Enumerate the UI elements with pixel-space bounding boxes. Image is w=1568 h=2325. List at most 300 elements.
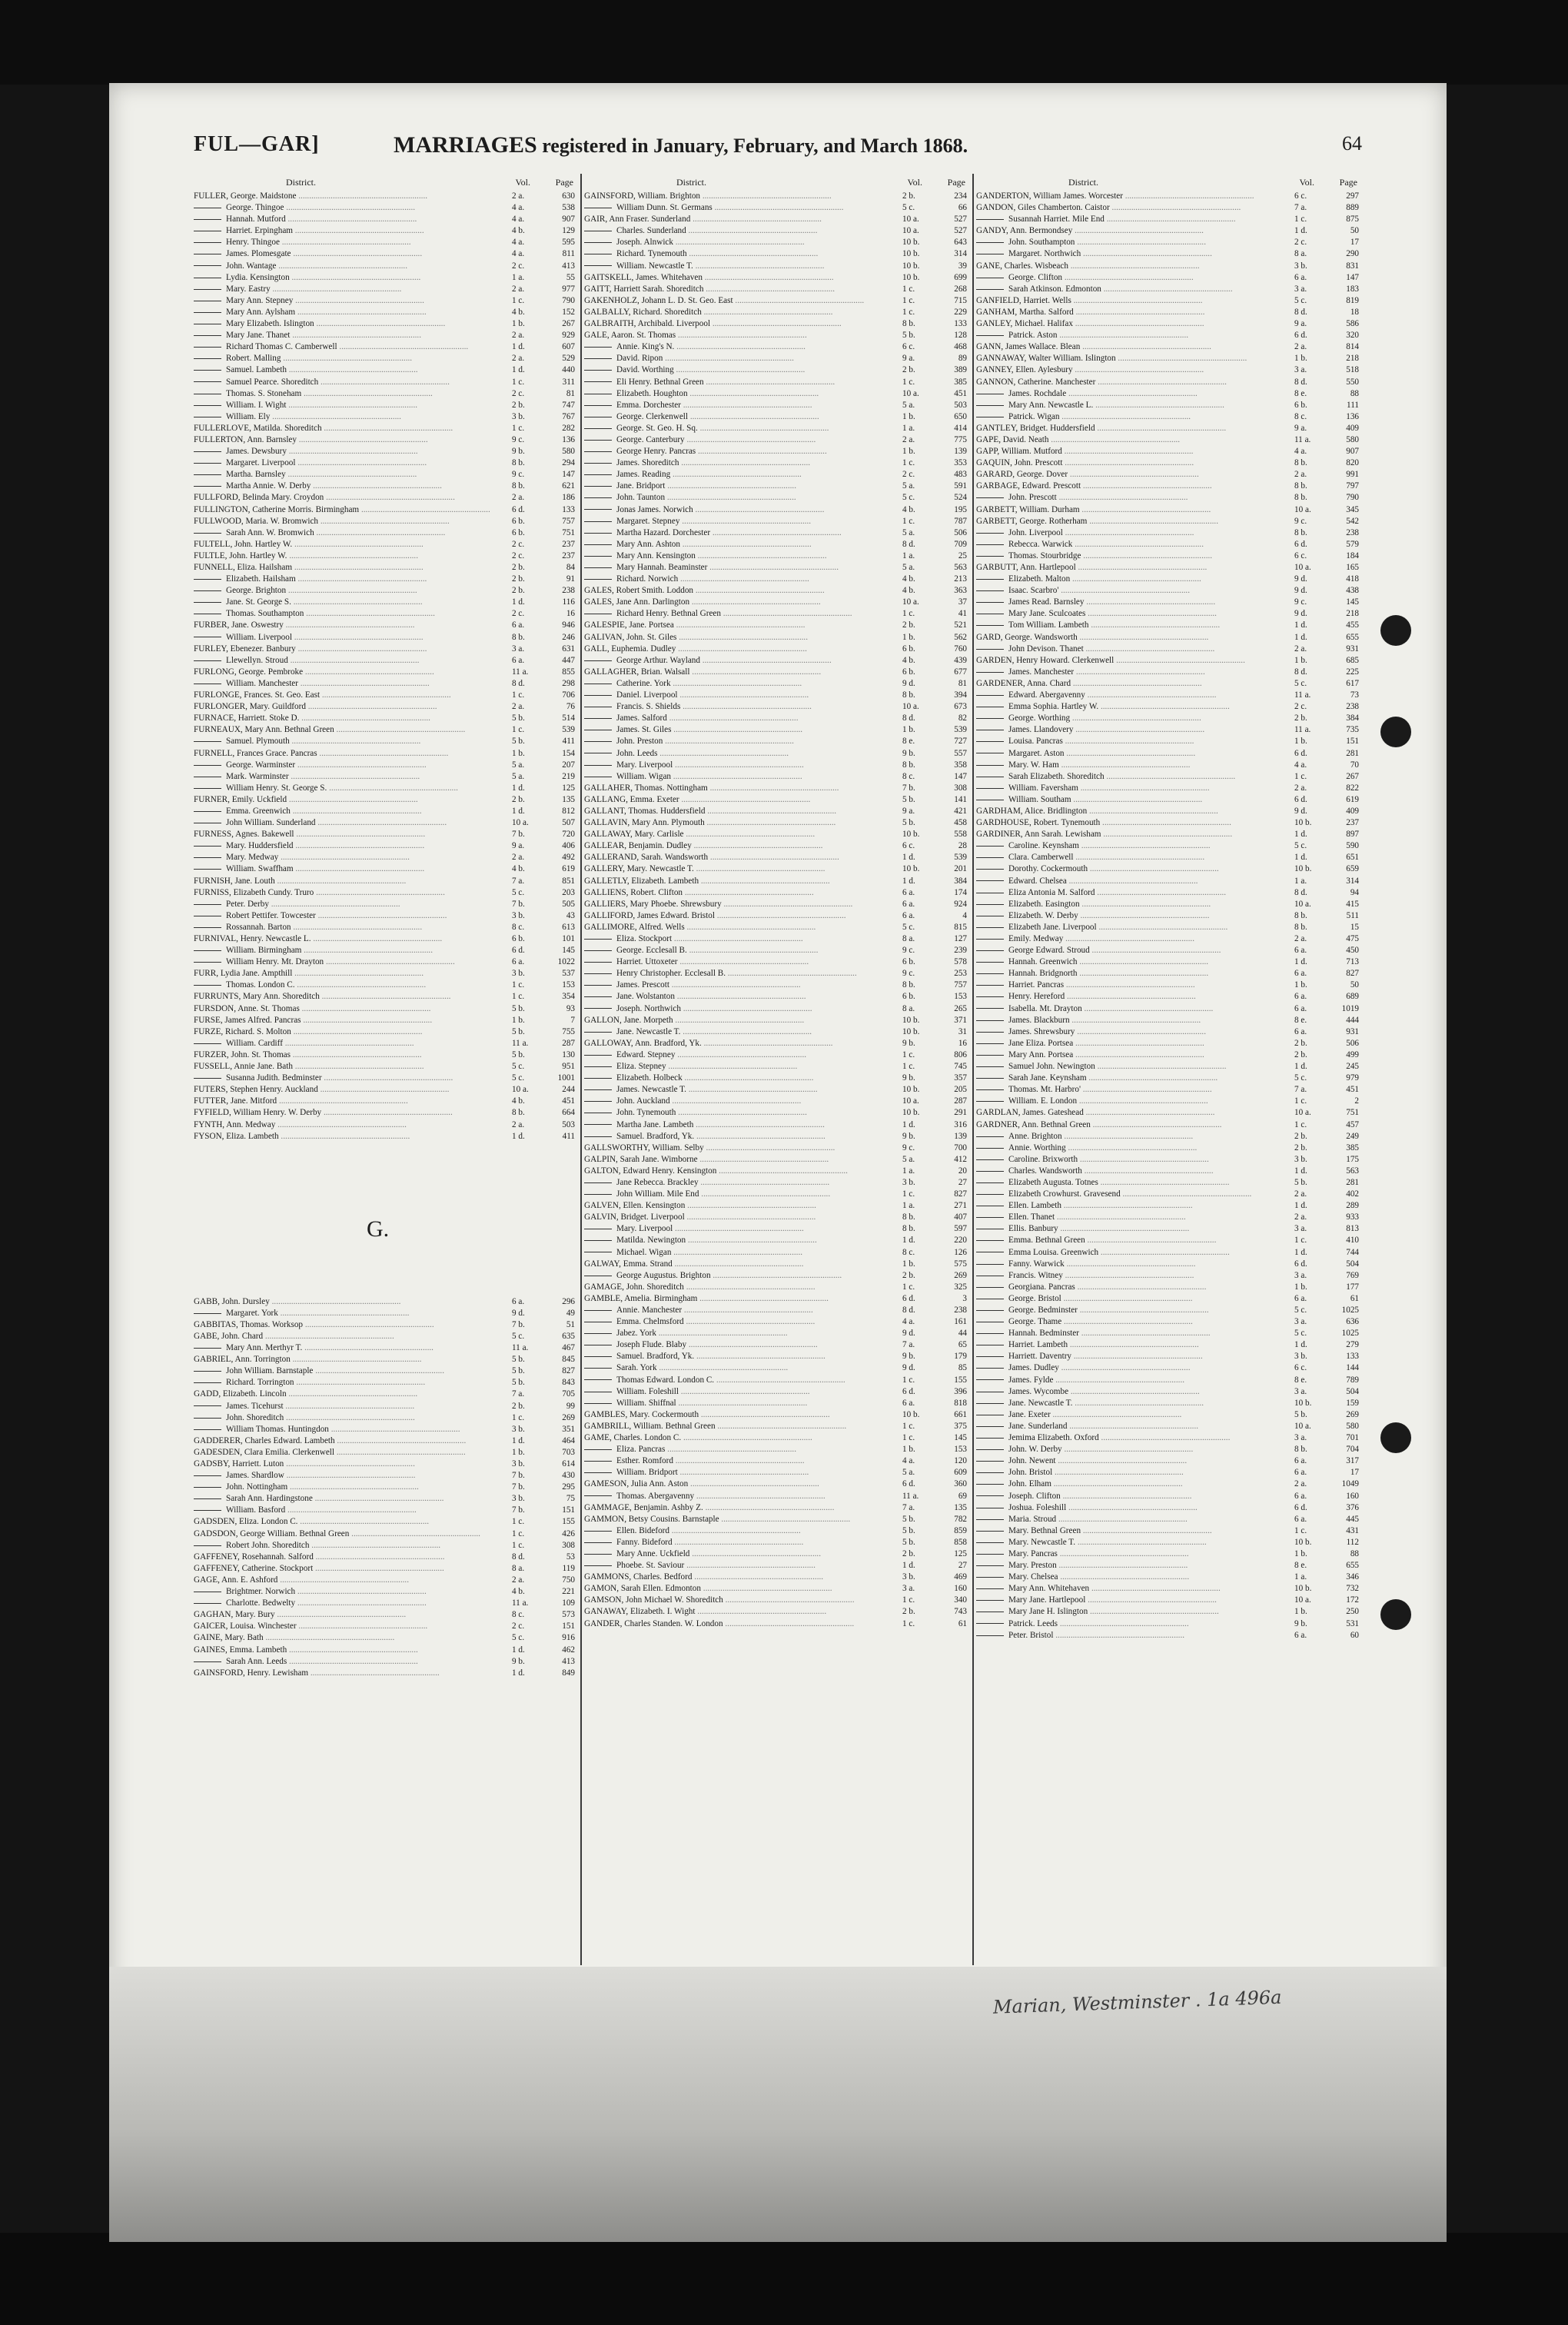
leader-dots: ............................................................ — [1100, 818, 1231, 828]
entry-district: Stockport — [638, 934, 673, 943]
entry-page: 444 — [1346, 1015, 1359, 1025]
index-entry — [194, 608, 578, 620]
index-entry — [976, 1212, 1362, 1223]
index-entry — [194, 817, 578, 829]
leader-dots: ............................................................ — [1064, 1259, 1196, 1269]
entry-name: Hannah. — [226, 215, 255, 225]
entry-page: 595 — [562, 238, 575, 248]
index-entry — [194, 434, 578, 446]
entry-page: 360 — [954, 1479, 967, 1489]
entry-name: Jane Rebecca. — [616, 1177, 666, 1187]
entry-volume: 1 d. — [512, 597, 525, 607]
entry-volume: 6 c. — [1294, 550, 1307, 560]
entry-page: 245 — [1346, 1062, 1359, 1072]
index-entry — [584, 806, 970, 817]
entry-name-district — [194, 353, 510, 364]
entry-name-district — [976, 434, 1293, 446]
leader-dots: ............................................................ — [318, 377, 450, 387]
entry-name: Richard. — [616, 249, 646, 259]
entry-district: Elham — [1028, 1479, 1051, 1489]
entry-page: 775 — [954, 434, 967, 444]
entry-district: Lambeth — [256, 1645, 287, 1655]
entry-name: Esther. — [616, 1456, 640, 1466]
leader-dots: ............................................................ — [684, 922, 816, 932]
entry-page: 744 — [1346, 1247, 1359, 1257]
entry-name-district — [194, 1096, 510, 1107]
entry-name-district — [584, 632, 901, 644]
index-entry — [194, 527, 578, 539]
entry-name-district — [194, 736, 510, 747]
entry-page: 504 — [1346, 1386, 1359, 1396]
entry-volume: 8 d. — [902, 713, 915, 723]
index-entry — [194, 1354, 578, 1365]
entry-name: James. — [1008, 667, 1032, 677]
leader-dots: ............................................................ — [1061, 1317, 1193, 1327]
entry-volume: 2 b. — [1294, 1131, 1307, 1141]
entry-district: Stepney — [652, 516, 680, 526]
entry-name-district — [584, 1119, 901, 1131]
entry-district: Lewisham — [1065, 830, 1101, 840]
entry-volume: 9 d. — [1294, 609, 1307, 619]
entry-name: Peter. — [1008, 1630, 1028, 1640]
index-entry — [976, 341, 1362, 353]
entry-page: 99 — [566, 1401, 575, 1411]
entry-name: GALLAWAY, Mary. — [584, 830, 655, 840]
leader-dots: ............................................................ — [296, 1622, 428, 1631]
entry-volume: 3 b. — [1294, 261, 1307, 271]
entry-name: Jane Eliza. — [1008, 1038, 1046, 1048]
entry-page: 977 — [562, 284, 575, 294]
leader-dots: ............................................................ — [297, 434, 428, 444]
entry-name-district — [584, 248, 901, 260]
entry-district: S. Molton — [257, 1026, 291, 1036]
entry-name-district — [976, 504, 1293, 516]
entry-name-district — [976, 783, 1293, 794]
entry-volume: 8 d. — [1294, 377, 1307, 387]
entry-volume: 1 c. — [902, 458, 915, 468]
entry-district: Abergavenny — [1038, 690, 1085, 700]
leader-dots: ............................................................ — [314, 527, 446, 537]
entry-district: Oswestry — [251, 620, 284, 630]
entry-volume: 1 c. — [1294, 1119, 1307, 1129]
ditto-dash — [976, 1089, 1004, 1090]
leader-dots: ............................................................ — [1079, 899, 1211, 909]
leader-dots: ............................................................ — [657, 748, 789, 758]
entry-name: John. — [616, 1096, 635, 1106]
entry-district: Dursley — [242, 1296, 270, 1306]
index-entry — [976, 678, 1362, 690]
entry-page: 818 — [954, 1398, 967, 1408]
entry-name-district — [194, 1038, 510, 1049]
entry-volume: 1 d. — [512, 342, 525, 352]
index-entry — [976, 1200, 1362, 1212]
entry-page: 537 — [562, 969, 575, 979]
entry-name-district — [194, 1107, 510, 1119]
entry-volume: 6 d. — [1294, 331, 1307, 341]
entry-page: 353 — [954, 458, 967, 468]
leader-dots: ............................................................ — [1087, 806, 1218, 816]
entry-name: William. — [1008, 783, 1039, 793]
leader-dots: ............................................................ — [301, 388, 433, 398]
entry-page: 81 — [566, 388, 575, 398]
leader-dots: ............................................................ — [269, 1296, 401, 1306]
entry-district: York — [261, 1308, 278, 1318]
index-entry — [584, 341, 970, 353]
entry-page: 136 — [1346, 411, 1359, 421]
ditto-dash — [584, 242, 612, 243]
entry-district: Sunderland — [651, 215, 691, 225]
entry-page: 931 — [1346, 1026, 1359, 1036]
leader-dots: ............................................................ — [1077, 1306, 1209, 1315]
index-entry — [976, 829, 1362, 840]
entry-name-district — [976, 1189, 1293, 1200]
entry-page: 573 — [562, 1610, 575, 1620]
index-entry — [194, 1401, 578, 1412]
entry-page: 822 — [1346, 783, 1359, 793]
entry-name: Tom William. — [1008, 620, 1056, 630]
entry-page: 703 — [562, 1447, 575, 1457]
entry-name-district — [976, 1003, 1293, 1015]
index-entry — [194, 481, 578, 492]
entry-volume: 10 b. — [902, 1085, 920, 1095]
entry-name: Fanny. — [1008, 1259, 1032, 1269]
entry-volume: 9 b. — [512, 447, 525, 457]
entry-name-district — [584, 446, 901, 457]
index-entry — [194, 191, 578, 202]
entry-page: 269 — [1346, 1409, 1359, 1419]
leader-dots: ............................................................ — [1078, 910, 1210, 920]
entry-volume: 6 b. — [1294, 400, 1307, 410]
entry-page: 17 — [1350, 1468, 1359, 1478]
entry-volume: 10 a. — [1294, 504, 1311, 514]
entry-name: Charlotte. — [226, 1598, 261, 1608]
entry-page: 521 — [954, 620, 967, 630]
index-entry — [194, 1505, 578, 1516]
entry-name: James. — [1008, 1386, 1032, 1396]
entry-name: GARBETT, George. — [976, 516, 1047, 526]
entry-volume: 2 c. — [1294, 702, 1307, 712]
entry-name-district — [976, 1362, 1293, 1374]
entry-volume: 10 a. — [1294, 1421, 1311, 1431]
entry-name-district — [584, 1061, 901, 1073]
index-entry — [584, 562, 970, 574]
entry-page: 109 — [562, 1598, 575, 1608]
entry-name: FURLONG, George. — [194, 667, 266, 677]
ditto-dash — [976, 904, 1004, 905]
entry-volume: 2 c. — [512, 388, 525, 398]
index-column-1 — [194, 174, 578, 1965]
leader-dots: ............................................................ — [1088, 864, 1219, 874]
entry-name: FURLONGE, Frances. — [194, 690, 273, 700]
index-entry — [584, 991, 970, 1003]
entry-name: George. — [1008, 1306, 1036, 1315]
entry-volume: 10 b. — [1294, 864, 1312, 874]
entry-volume: 2 c. — [512, 539, 525, 549]
entry-district: Bermondsey — [1028, 226, 1073, 236]
entry-name-district — [194, 632, 510, 644]
entry-name-district — [584, 318, 901, 330]
leader-dots: ............................................................ — [287, 1656, 418, 1666]
entry-name-district — [584, 608, 901, 620]
entry-name-district — [976, 1478, 1293, 1490]
entry-volume: 6 a. — [512, 1296, 525, 1306]
entry-volume: 1 c. — [902, 307, 915, 317]
entry-name: William Dunn. — [616, 203, 668, 213]
entry-name: Catherine. — [616, 678, 653, 688]
entry-volume: 6 d. — [902, 1293, 915, 1303]
entry-name: Patrick. — [1008, 331, 1035, 341]
entry-name: GADD, Elizabeth. — [194, 1389, 257, 1399]
leader-dots: ............................................................ — [287, 794, 418, 804]
page-number: 64 — [1342, 132, 1362, 155]
entry-district: Wigan — [649, 1247, 672, 1257]
index-entry — [976, 434, 1362, 446]
entry-page: 119 — [562, 1563, 575, 1573]
entry-page: 151 — [562, 1622, 575, 1631]
entry-name: GALLEAR, Benjamin. — [584, 841, 665, 851]
entry-name: GADESDEN, Clara Emilia. — [194, 1447, 291, 1457]
entry-name: GAMMON, Betsy Cousins. — [584, 1514, 680, 1524]
index-entry — [976, 377, 1362, 388]
entry-district: Brighton — [255, 586, 287, 596]
leader-dots: ............................................................ — [666, 1062, 798, 1072]
ditto-dash — [584, 1032, 612, 1033]
entry-district: Bath — [276, 1062, 293, 1072]
leader-dots: ............................................................ — [290, 1355, 422, 1365]
entry-district: Bradford, Yk. — [646, 1352, 695, 1362]
entry-page: 539 — [954, 725, 967, 735]
entry-district: Islington — [283, 319, 314, 329]
entry-name-district — [194, 701, 510, 713]
index-entry — [976, 933, 1362, 945]
entry-volume: 10 b. — [902, 272, 920, 282]
leader-dots: ............................................................ — [676, 1108, 807, 1118]
entry-name-district — [976, 377, 1293, 388]
entry-name: FURBER, Jane. — [194, 620, 249, 630]
entry-volume: 5 a. — [902, 1154, 915, 1164]
index-entry — [976, 1003, 1362, 1015]
entry-page: 813 — [1346, 1224, 1359, 1234]
leader-dots: ............................................................ — [673, 238, 805, 248]
entry-name-district — [194, 388, 510, 400]
entry-page: 897 — [1346, 830, 1359, 840]
index-entry — [976, 1478, 1362, 1490]
entry-volume: 1 b. — [1294, 1282, 1307, 1292]
entry-name: FYSON, Eliza. — [194, 1131, 247, 1141]
entry-name-district — [584, 991, 901, 1003]
ditto-dash — [976, 1020, 1004, 1021]
entry-name-district — [584, 1223, 901, 1235]
entry-district: Derby — [247, 899, 269, 909]
entry-volume: 2 c. — [512, 550, 525, 560]
leader-dots: ............................................................ — [665, 493, 796, 503]
entry-name: GALLETLY, Elizabeth. — [584, 876, 666, 886]
entry-page: 851 — [562, 876, 575, 886]
entry-district: Bethnal Green — [1040, 1119, 1091, 1129]
entry-page: 755 — [562, 1026, 575, 1036]
entry-volume: 6 c. — [902, 342, 915, 352]
entry-page: 413 — [562, 1656, 575, 1666]
entry-name-district — [976, 1560, 1293, 1572]
index-entry — [194, 783, 578, 794]
entry-district: Bradford, Yk. — [646, 1131, 695, 1141]
entry-name-district — [194, 667, 510, 678]
entry-name-district — [976, 945, 1293, 956]
leader-dots: ............................................................ — [695, 550, 827, 560]
entry-name-district — [976, 1026, 1293, 1038]
index-entry — [584, 1073, 970, 1084]
entry-page: 238 — [1346, 527, 1359, 537]
entry-volume: 10 b. — [902, 1108, 920, 1118]
entry-page: 438 — [1346, 586, 1359, 596]
ditto-dash — [976, 556, 1004, 557]
index-entry — [194, 899, 578, 910]
entry-name: FYNTH, Ann. — [194, 1119, 244, 1129]
entry-name-district — [976, 1247, 1293, 1259]
ditto-dash — [976, 533, 1004, 534]
leader-dots: ............................................................ — [291, 922, 423, 932]
index-entry — [584, 214, 970, 225]
entry-name: James. — [226, 1401, 250, 1411]
leader-dots: ............................................................ — [712, 203, 844, 213]
index-entry — [976, 1491, 1362, 1502]
ditto-dash — [976, 335, 1004, 336]
entry-district: Maidstone — [260, 191, 297, 201]
entry-name-district — [194, 364, 510, 376]
entry-volume: 6 a. — [1294, 1026, 1307, 1036]
index-entry — [976, 272, 1362, 284]
entry-name-district — [584, 377, 901, 388]
entry-page: 1019 — [1341, 1003, 1359, 1013]
ditto-dash — [194, 289, 221, 290]
entry-name: John. — [616, 748, 635, 758]
leader-dots: ............................................................ — [673, 620, 806, 630]
entry-name: Margaret. — [1008, 249, 1042, 259]
leader-dots: ............................................................ — [284, 203, 416, 213]
entry-volume: 6 b. — [512, 516, 525, 526]
index-entry — [194, 1296, 578, 1308]
entry-volume: 1 d. — [902, 853, 915, 863]
leader-dots: ............................................................ — [324, 957, 455, 967]
entry-name-district — [976, 632, 1293, 644]
entry-district: Towcester — [280, 910, 316, 920]
entry-district: Norwich — [648, 574, 679, 584]
entry-volume: 6 a. — [902, 887, 915, 897]
index-entry — [194, 840, 578, 852]
index-entry — [194, 1424, 578, 1435]
entry-name-district — [194, 214, 510, 225]
entry-district: Manchester — [1033, 667, 1075, 677]
entry-district: Stockport — [279, 1563, 314, 1573]
leader-dots: ............................................................ — [675, 1049, 807, 1059]
entry-name-district — [194, 794, 510, 806]
entry-page: 238 — [954, 1306, 967, 1315]
leader-dots: ............................................................ — [707, 783, 839, 793]
entry-district: Prescott — [1035, 458, 1063, 468]
entry-volume: 5 c. — [512, 1073, 525, 1083]
entry-district: Pancras — [274, 1015, 301, 1025]
entry-page: 579 — [1346, 539, 1359, 549]
entry-name: GAMMONS, Charles. — [584, 1572, 662, 1582]
entry-volume: 2 b. — [512, 574, 525, 584]
entry-name-district — [976, 574, 1293, 585]
title-rest: registered in January, February, and March 1868. — [537, 135, 968, 157]
entry-name: GANNON, Catherine. — [976, 377, 1054, 387]
entry-volume: 1 c. — [512, 1540, 525, 1550]
ditto-dash — [584, 579, 612, 580]
entry-name-district — [976, 1455, 1293, 1467]
entry-district: Lincoln — [259, 1389, 287, 1399]
index-entry — [976, 597, 1362, 608]
entry-name-district — [584, 457, 901, 469]
entry-volume: 2 a. — [512, 354, 525, 364]
entry-name-district — [584, 1421, 901, 1432]
entry-page: 735 — [1346, 725, 1359, 735]
leader-dots: ............................................................ — [287, 655, 420, 665]
index-entry — [584, 1119, 970, 1131]
index-entry — [976, 667, 1362, 678]
entry-name: Sarah Atkinson. — [1008, 284, 1064, 294]
index-entry — [194, 1038, 578, 1049]
ditto-dash — [584, 451, 612, 452]
entry-name: FURRUNTS, Mary Ann. — [194, 992, 281, 1002]
index-entry — [584, 1572, 970, 1583]
entry-district: Birmingham — [653, 1293, 698, 1303]
index-entry — [976, 191, 1362, 202]
entry-name: Elizabeth. — [616, 388, 652, 398]
entry-volume: 1 b. — [512, 1447, 525, 1457]
entry-volume: 2 b. — [902, 1270, 915, 1280]
entry-district: Blaby — [666, 1340, 687, 1350]
index-entry — [976, 562, 1362, 574]
entry-name-district — [976, 1583, 1293, 1595]
index-entry — [976, 1223, 1362, 1235]
entry-volume: 10 a. — [902, 388, 919, 398]
index-entry — [194, 400, 578, 411]
entry-page: 139 — [954, 1131, 967, 1141]
entry-volume: 2 b. — [512, 586, 525, 596]
entry-volume: 8 c. — [1294, 411, 1307, 421]
entry-name: GADSBY, Harriett. — [194, 1459, 261, 1469]
handwritten-annotation: Marian, Westminster . 1a 496a — [992, 1986, 1282, 2018]
leader-dots: ............................................................ — [686, 1085, 818, 1095]
index-entry — [976, 1398, 1362, 1409]
entry-name: Mary Jane. — [1008, 1595, 1047, 1605]
leader-dots: ............................................................ — [1088, 1607, 1219, 1617]
index-entry — [584, 1328, 970, 1339]
entry-volume: 2 a. — [512, 853, 525, 863]
entry-district: Nottingham — [666, 783, 708, 793]
entry-volume: 7 b. — [512, 899, 525, 909]
entry-name: Rossannah. — [226, 922, 266, 932]
entry-page: 207 — [562, 760, 575, 770]
surname-range: FUL—GAR] — [194, 132, 320, 156]
index-entry — [976, 388, 1362, 400]
entry-name-district — [584, 411, 901, 423]
entry-page: 291 — [954, 1108, 967, 1118]
entry-volume: 1 c. — [512, 725, 525, 735]
index-entry — [976, 1375, 1362, 1386]
entry-page: 630 — [562, 191, 575, 201]
entry-page: 177 — [1346, 1282, 1359, 1292]
ditto-dash — [976, 741, 1004, 742]
ditto-dash — [584, 1310, 612, 1311]
entry-name: Lydia. — [226, 272, 248, 282]
entry-district: Salford — [641, 713, 667, 723]
entry-volume: 5 b. — [902, 794, 915, 804]
entry-district: Erpingham — [254, 226, 293, 236]
entry-volume: 4 a. — [512, 203, 525, 213]
